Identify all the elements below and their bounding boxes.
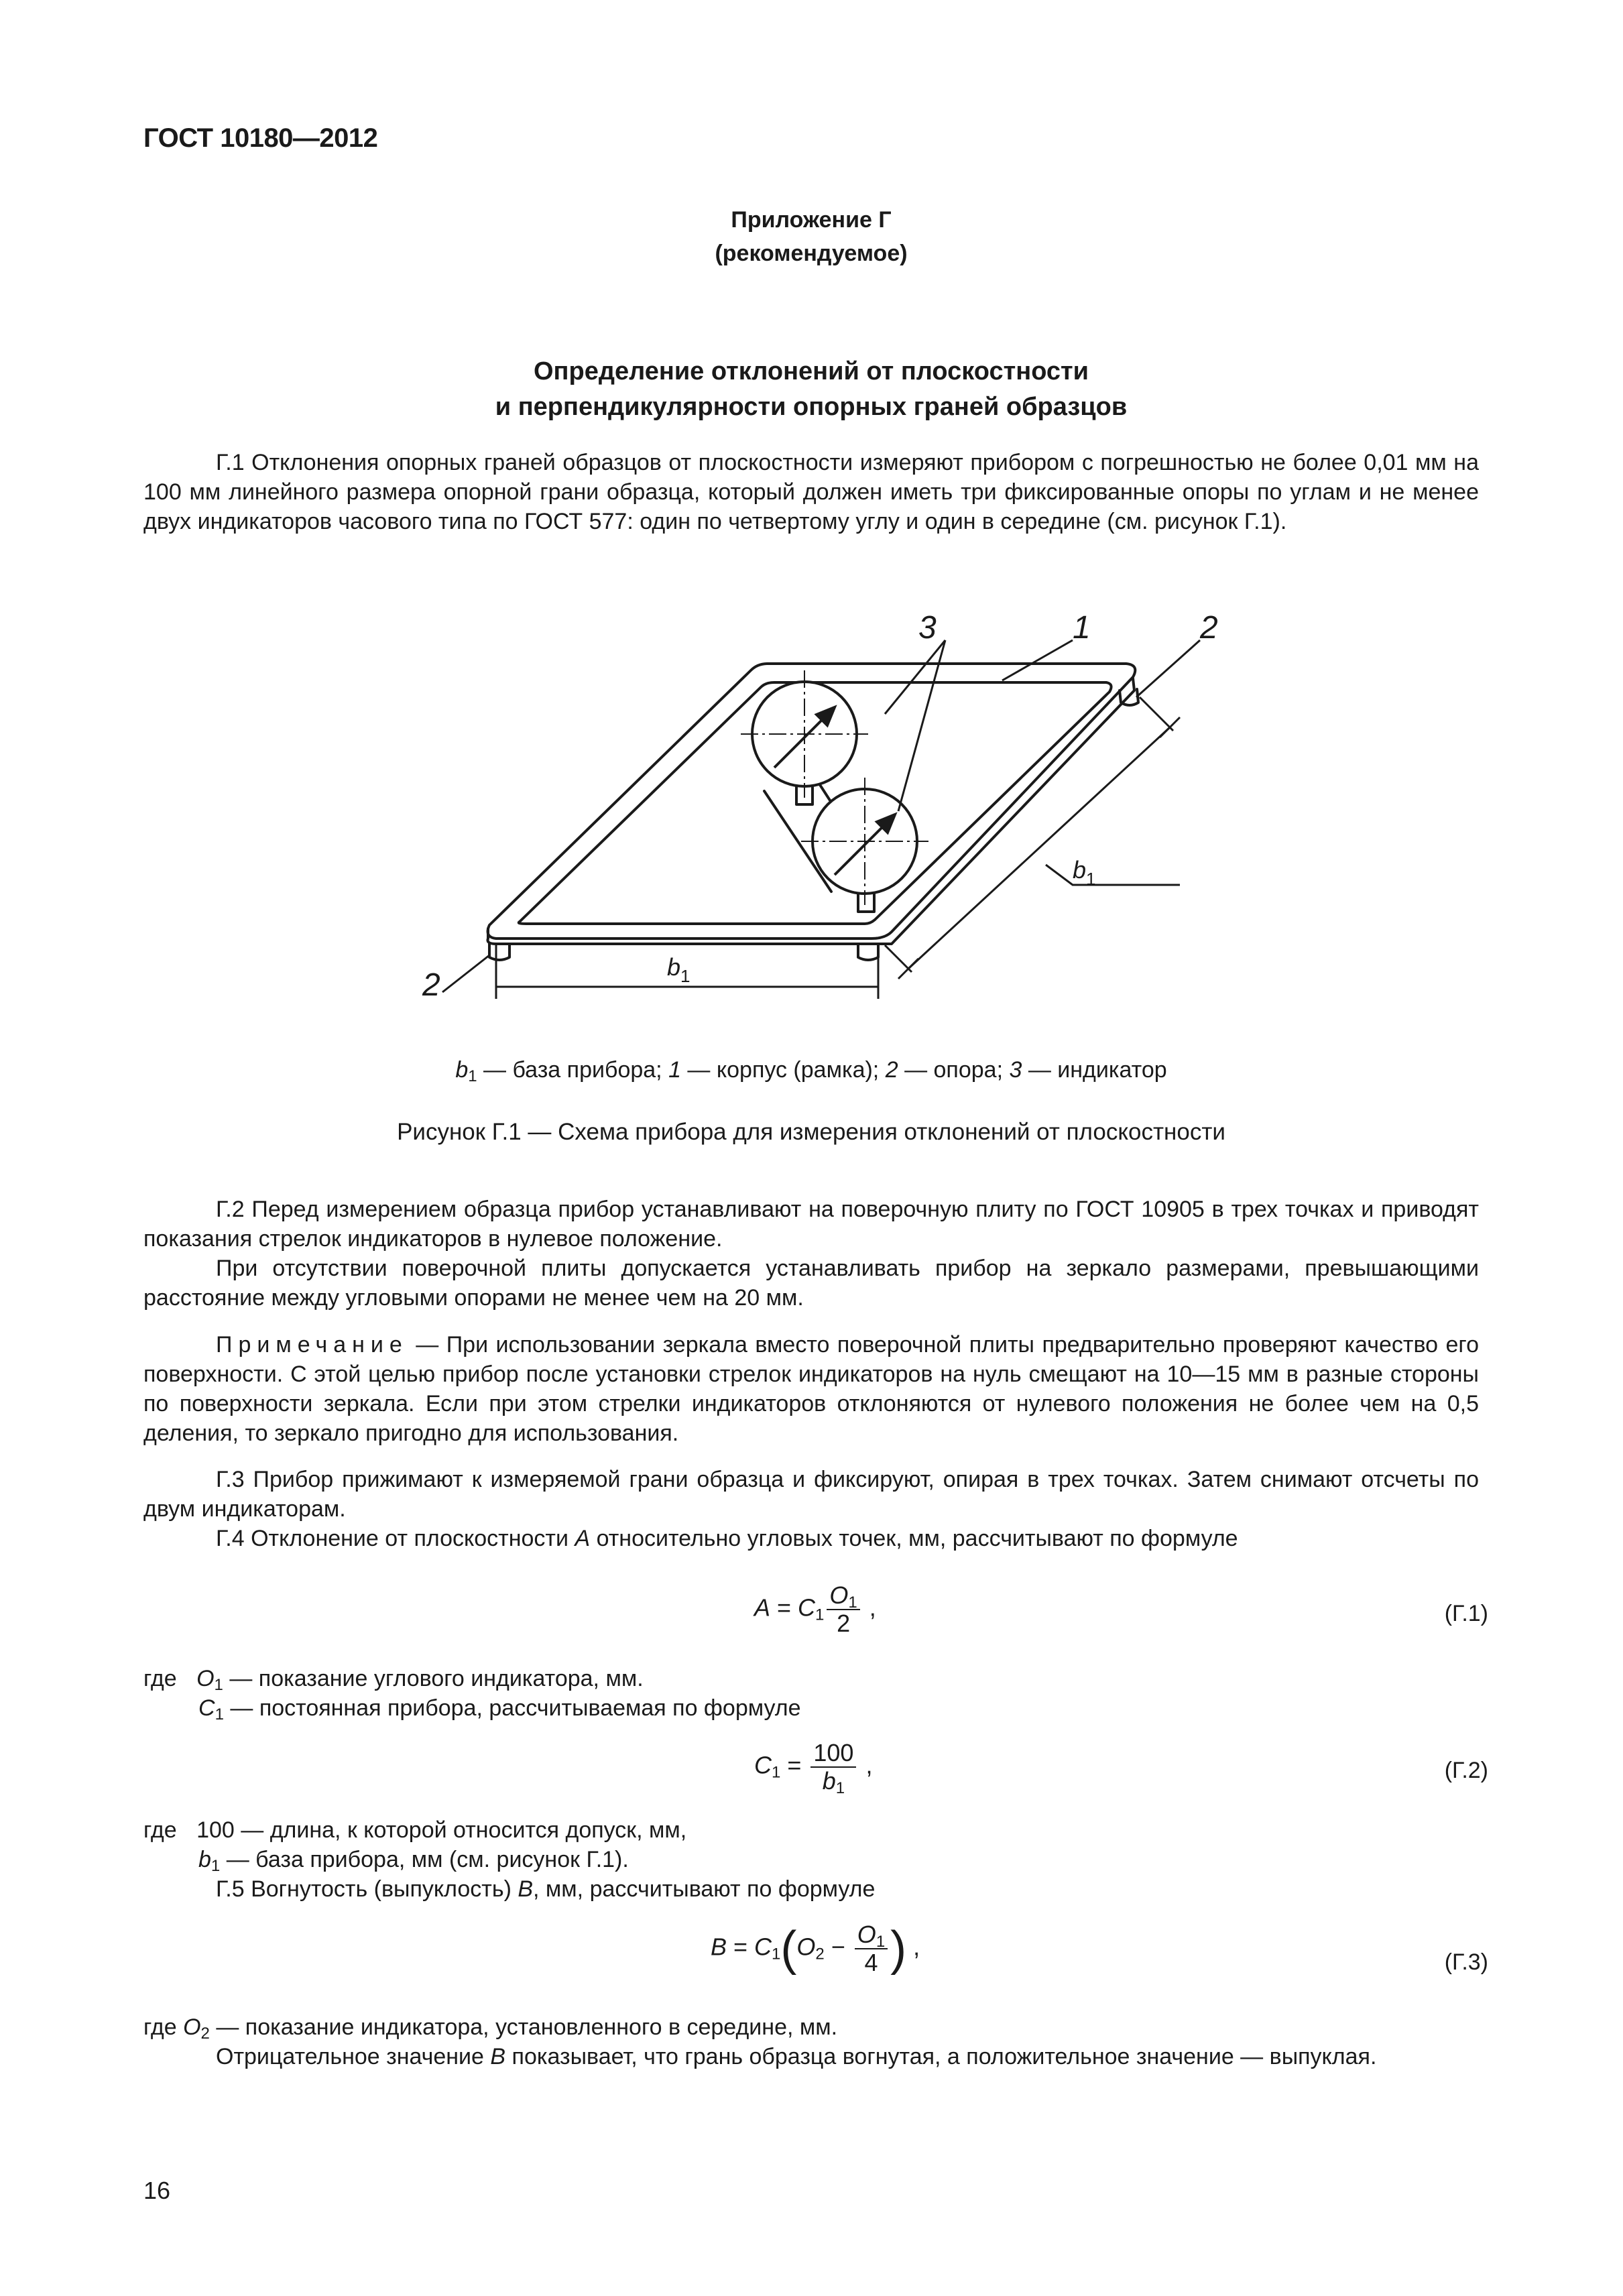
formula-g3: $B = C_1(O_2$ − $\frac{O_1}{4}$ ) ,: [711, 1921, 920, 1976]
callout-2-left: 2: [422, 967, 440, 1003]
note-label: Примечание: [216, 1332, 408, 1357]
appendix-subtitle: (рекомендуемое): [715, 241, 908, 266]
section-title-line1: Определение отклонений от плоскостности: [533, 357, 1089, 385]
formula-number-g1: (Г.1): [1444, 1601, 1488, 1626]
paragraph-g2-mirror: При отсутствии поверочной плиты допускается устанавливать прибор на зеркало размерами, превышающими расстояние между угловыми опорами не менее чем на 20 мм.: [143, 1256, 1479, 1311]
where-b1: $b_1$ — база прибора, мм (см. рисунок Г.1).: [198, 1847, 629, 1875]
where-o2: где $O_2$ — показание индикатора, установленного в середине, мм.: [143, 2014, 838, 2043]
figure-legend: $b_1$ — база прибора; 1 — корпус (рамка); 2 — опора; 3 — индикатор: [455, 1057, 1167, 1085]
paragraph-g5: Г.5 Вогнутость (выпуклость) B, мм, рассчитывают по формуле: [216, 1876, 876, 1902]
formula-g2: $C_1$ = $\frac{100}{b_1}$ ,: [754, 1739, 873, 1797]
legend-b1: b: [455, 1057, 469, 1083]
appendix-heading: [143, 203, 1479, 270]
paragraph-g1: Г.1 Отклонения опорных граней образцов от плоскостности измеряют прибором с погрешностью не более 0,01 мм на 100 мм линейного размера опорной грани образца, который должен иметь три фиксированные опоры по углам и не менее двух индикаторов часового типа по ГОСТ 577: один по четвертому углу и один в середине (см. рисунок Г.1).: [143, 450, 1479, 534]
where-o1: где $O_1$ — показание углового индикатора, мм.: [143, 1666, 644, 1694]
page-number: 16: [143, 2177, 171, 2204]
callout-3: 3: [918, 610, 937, 646]
where-c1: $C_1$ — постоянная прибора, рассчитываемая по формуле: [198, 1695, 801, 1724]
paragraph-g4: Г.4 Отклонение от плоскостности A относительно угловых точек, мм, рассчитывают по формуле: [216, 1526, 1238, 1551]
paragraph-g3: Г.3 Прибор прижимают к измеряемой грани образца и фиксируют, опирая в трех точках. Затем снимают отсчеты по двум индикаторам.: [143, 1467, 1479, 1522]
paragraph-g2: Г.2 Перед измерением образца прибор устанавливают на поверочную плиту по ГОСТ 10905 в трех точках и приводят показания стрелок индикаторов в нулевое положение.: [143, 1197, 1479, 1252]
callout-1: 1: [1073, 610, 1091, 646]
formula-number-g3: (Г.3): [1444, 1949, 1488, 1975]
note: [143, 1330, 1479, 1448]
where-100: где 100 — длина, к которой относится допуск, мм,: [143, 1817, 687, 1843]
section-heading: [143, 354, 1479, 425]
formula-number-g2: (Г.2): [1444, 1758, 1488, 1783]
formula-g1: $A = C_1$ $\frac{O_1}{2}$ ,: [754, 1581, 876, 1637]
paragraph-conclusion: Отрицательное значение B показывает, что грань образца вогнутая, а положительное значение — выпуклая.: [216, 2044, 1377, 2069]
support-bottom-right: [858, 944, 878, 960]
callout-2-top: 2: [1200, 610, 1218, 646]
dimension-label-bottom: $b_1$: [667, 953, 690, 986]
fraction-o1-4: $\frac{O_1}{4}$: [855, 1921, 888, 1976]
fraction-100-b1: $\frac{100}{b_1}$: [810, 1740, 856, 1795]
fraction-o1-2: $\frac{O_1}{2}$: [827, 1582, 859, 1637]
support-left: [489, 944, 509, 960]
document-header: ГОСТ 10180—2012: [143, 123, 378, 153]
figure-diagram: [402, 590, 1240, 1032]
note-text: — При использовании зеркала вместо поверочной плиты предварительно проверяют качество его поверхности. С этой целью прибор после установки стрелок индикаторов на нуль смещают на 10—15 мм в разные стороны по поверхности зеркала. Если при этом стрелки индикаторов отклоняются от нулевого положения не более чем на 0,5 деления, то зеркало пригодно для использования.: [143, 1332, 1479, 1446]
appendix-title: Приложение Г: [731, 207, 892, 233]
dimension-label-diagonal: $b_1$: [1073, 856, 1096, 889]
section-title-line2: и перпендикулярности опорных граней образцов: [495, 393, 1128, 421]
figure-title: Рисунок Г.1 — Схема прибора для измерения отклонений от плоскостности: [397, 1119, 1225, 1145]
